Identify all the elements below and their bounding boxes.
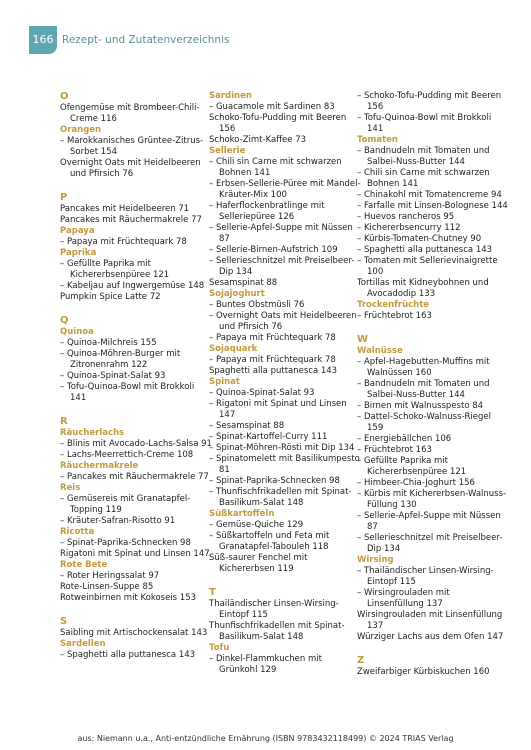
index-entry: Süß-saurer Fenchel mit Kichererbsen 119 <box>209 553 308 574</box>
index-letter-heading: Q <box>60 315 69 326</box>
index-entry: – Quinoa-Milchreis 155 <box>60 338 157 348</box>
index-ingredient-heading: Süßkartoffeln <box>209 509 275 519</box>
index-entry: – Dattel-Schoko-Walnuss-Riegel 159 <box>357 412 491 433</box>
index-ingredient-heading: Räucherlachs <box>60 428 125 438</box>
index-entry: – Marokkanisches Grüntee-Zitrus-Sorbet 154 <box>60 136 204 157</box>
index-entry: Zweifarbiger Kürbiskuchen 160 <box>357 667 490 677</box>
index-entry: Schoko-Tofu-Pudding mit Beeren 156 <box>209 113 347 134</box>
index-ingredient-heading: Paprika <box>60 248 97 258</box>
index-entry: – Tofu-Quinoa-Bowl mit Brokkoli 141 <box>357 113 492 134</box>
index-ingredient-heading: Quinoa <box>60 327 94 337</box>
index-entry: – Schoko-Tofu-Pudding mit Beeren 156 <box>357 91 502 112</box>
index-entry: – Papaya mit Früchtequark 78 <box>60 237 187 247</box>
index-entry: – Sellerie-Birnen-Aufstrich 109 <box>209 245 338 255</box>
index-entry: – Tomaten mit Sellerievinaigrette 100 <box>357 256 498 277</box>
index-entry: – Bandnudeln mit Tomaten und Salbei-Nuss-Butter 144 <box>357 146 490 167</box>
index-entry: Pumpkin Spice Latte 72 <box>60 292 161 302</box>
index-entry: – Süßkartoffeln und Feta mit Granatapfel-Tabouleh 118 <box>209 531 330 552</box>
spacer <box>209 575 361 587</box>
index-entry: – Dinkel-Flammkuchen mit Grünkohl 129 <box>209 654 322 675</box>
index-ingredient-heading: Reis <box>60 483 81 493</box>
index-ingredient-heading: Sellerie <box>209 146 246 156</box>
index-ingredient-heading: Orangen <box>60 125 102 135</box>
index-entry: – Lachs-Meerrettich-Creme 108 <box>60 450 194 460</box>
index-entry: – Papaya mit Früchtequark 78 <box>209 333 336 343</box>
index-entry: – Chili sin Carne mit schwarzen Bohnen 141 <box>357 168 490 189</box>
index-entry: – Kürbis-Tomaten-Chutney 90 <box>357 234 482 244</box>
index-entry: Wirsingrouladen mit Linsenfüllung 137 <box>357 610 503 631</box>
index-entry: – Kürbis mit Kichererbsen-Walnuss-Füllung 130 <box>357 489 507 510</box>
index-entry: – Spinat-Möhren-Rösti mit Dip 134 <box>209 443 355 453</box>
index-entry: – Energiebällchen 106 <box>357 434 452 444</box>
index-entry: – Erbsen-Sellerie-Püree mit Mandel-Kräuter-Mix 100 <box>209 179 361 200</box>
page-title: Rezept- und Zutatenverzeichnis <box>62 34 230 46</box>
index-entry: – Farfalle mit Linsen-Bolognese 144 <box>357 201 508 211</box>
index-ingredient-heading: Sojajoghurt <box>209 289 265 299</box>
index-entry: – Spinat-Paprika-Schnecken 98 <box>209 476 340 486</box>
index-ingredient-heading: Tomaten <box>357 135 398 145</box>
spacer <box>357 322 509 334</box>
index-ingredient-heading: Sojaquark <box>209 344 258 354</box>
index-entry: – Sellerieschnitzel mit Preiselbeer-Dip 134 <box>357 533 503 554</box>
index-entry: Sesamspinat 88 <box>209 278 278 288</box>
page-number: 166 <box>29 26 57 54</box>
index-entry: – Tofu-Quinoa-Bowl mit Brokkoli 141 <box>60 382 195 403</box>
index-entry: – Chinakohl mit Tomatencreme 94 <box>357 190 502 200</box>
index-letter-heading: O <box>60 91 69 102</box>
index-ingredient-heading: Spinat <box>209 377 240 387</box>
index-letter-heading: S <box>60 616 68 627</box>
index-ingredient-heading: Wirsing <box>357 555 394 565</box>
index-entry: – Papaya mit Früchtequark 78 <box>209 355 336 365</box>
index-entry: – Overnight Oats mit Heidelbeeren und Pfirsich 76 <box>209 311 357 332</box>
index-entry: – Sesamspinat 88 <box>209 421 285 431</box>
index-entry: – Spaghetti alla puttanesca 143 <box>357 245 493 255</box>
index-entry: – Quinoa-Spinat-Salat 93 <box>60 371 166 381</box>
index-entry: Saibling mit Artischockensalat 143 <box>60 628 208 638</box>
spacer <box>60 303 212 315</box>
index-entry: – Chili sin Carne mit schwarzen Bohnen 141 <box>209 157 342 178</box>
index-entry: Würziger Lachs aus dem Ofen 147 <box>357 632 504 642</box>
index-entry: – Buntes Obstmüsli 76 <box>209 300 305 310</box>
index-entry: – Kabeljau auf Ingwergemüse 148 <box>60 281 205 291</box>
index-entry: Schoko-Zimt-Kaffee 73 <box>209 135 307 145</box>
index-entry: – Birnen mit Walnusspesto 84 <box>357 401 484 411</box>
index-column-3 <box>357 91 509 678</box>
index-ingredient-heading: Ricotta <box>60 527 95 537</box>
index-entry: – Bandnudeln mit Tomaten und Salbei-Nuss-Butter 144 <box>357 379 490 400</box>
index-entry: – Früchtebrot 163 <box>357 311 432 321</box>
index-ingredient-heading: Papaya <box>60 226 95 236</box>
spacer <box>60 180 212 192</box>
index-entry: Overnight Oats mit Heidelbeeren und Pfirsich 76 <box>60 158 201 179</box>
index-entry: – Sellerie-Apfel-Suppe mit Nüssen 87 <box>357 511 501 532</box>
index-entry: Rotweinbirnen mit Kokoseis 153 <box>60 593 197 603</box>
index-entry: Rote-Linsen-Suppe 85 <box>60 582 154 592</box>
index-entry: Rigatoni mit Spinat und Linsen 147 <box>60 549 210 559</box>
index-entry: – Kichererbsencurry 112 <box>357 223 461 233</box>
index-entry: – Rigatoni mit Spinat und Linsen 147 <box>209 399 347 420</box>
page-footer: aus: Niemann u.a., Anti-entzündliche Ernährung (ISBN 9783432118499) © 2024 TRIAS Verlag <box>77 734 454 743</box>
index-letter-heading: T <box>209 587 216 598</box>
index-entry: – Haferflockenbratlinge mit Selleriepüree 126 <box>209 201 325 222</box>
index-entry: – Pancakes mit Räuchermakrele 77 <box>60 472 209 482</box>
index-ingredient-heading: Trockenfrüchte <box>357 300 430 310</box>
index-entry: – Sellerie-Apfel-Suppe mit Nüssen 87 <box>209 223 353 244</box>
index-entry: – Huevos rancheros 95 <box>357 212 455 222</box>
index-ingredient-heading: Sardinen <box>209 91 252 101</box>
index-letter-heading: P <box>60 192 68 203</box>
index-entry: – Spinatomelett mit Basilikumpesto 81 <box>209 454 360 475</box>
index-entry: – Thunfischfrikadellen mit Spinat-Basilikum-Salat 148 <box>209 487 352 508</box>
spacer <box>357 643 509 655</box>
index-entry: Thailändischer Linsen-Wirsing-Eintopf 115 <box>209 599 339 620</box>
index-entry: – Gefüllte Paprika mit Kichererbsenpüree 121 <box>60 259 170 280</box>
index-entry: – Spinat-Paprika-Schnecken 98 <box>60 538 191 548</box>
index-entry: Spaghetti alla puttanesca 143 <box>209 366 338 376</box>
index-entry: – Guacamole mit Sardinen 83 <box>209 102 335 112</box>
index-entry: – Apfel-Hagebutten-Muffins mit Walnüssen 160 <box>357 357 490 378</box>
index-column-1 <box>60 91 212 661</box>
index-ingredient-heading: Räuchermakrele <box>60 461 139 471</box>
index-entry: – Gemüsereis mit Granatapfel-Topping 119 <box>60 494 191 515</box>
index-entry: – Kräuter-Safran-Risotto 91 <box>60 516 176 526</box>
index-entry: Thunfischfrikadellen mit Spinat-Basilikum-Salat 148 <box>209 621 345 642</box>
index-ingredient-heading: Tofu <box>209 643 230 653</box>
index-letter-heading: R <box>60 416 68 427</box>
index-letter-heading: W <box>357 334 369 345</box>
index-entry: – Spinat-Kartoffel-Curry 111 <box>209 432 328 442</box>
index-entry: – Blinis mit Avocado-Lachs-Salsa 91 <box>60 439 212 449</box>
index-letter-heading: Z <box>357 655 365 666</box>
index-entry: – Gemüse-Quiche 129 <box>209 520 304 530</box>
index-entry: – Gefüllte Paprika mit Kichererbsenpüree 121 <box>357 456 467 477</box>
index-entry: Ofengemüse mit Brombeer-Chili-Creme 116 <box>60 103 200 124</box>
index-entry: – Sellerieschnitzel mit Preiselbeer-Dip 134 <box>209 256 355 277</box>
index-entry: Tortillas mit Kidneybohnen und Avocadodip 133 <box>357 278 489 299</box>
index-ingredient-heading: Walnüsse <box>357 346 403 356</box>
index-entry: – Himbeer-Chia-Joghurt 156 <box>357 478 475 488</box>
index-ingredient-heading: Rote Bete <box>60 560 108 570</box>
index-entry: – Früchtebrot 163 <box>357 445 432 455</box>
index-ingredient-heading: Sardellen <box>60 639 106 649</box>
page-header <box>0 26 531 56</box>
index-entry: – Wirsingrouladen mit Linsenfüllung 137 <box>357 588 450 609</box>
spacer <box>60 404 212 416</box>
spacer <box>60 604 212 616</box>
index-entry: Pancakes mit Heidelbeeren 71 <box>60 204 190 214</box>
index-entry: – Thailändischer Linsen-Wirsing-Eintopf 115 <box>357 566 494 587</box>
index-entry: – Quinoa-Spinat-Salat 93 <box>209 388 315 398</box>
index-column-2 <box>209 91 361 676</box>
index-entry: – Spaghetti alla puttanesca 143 <box>60 650 196 660</box>
index-entry: – Roter Heringssalat 97 <box>60 571 160 581</box>
index-entry: – Quinoa-Möhren-Burger mit Zitronenrahm 122 <box>60 349 181 370</box>
index-entry: Pancakes mit Räuchermakrele 77 <box>60 215 202 225</box>
